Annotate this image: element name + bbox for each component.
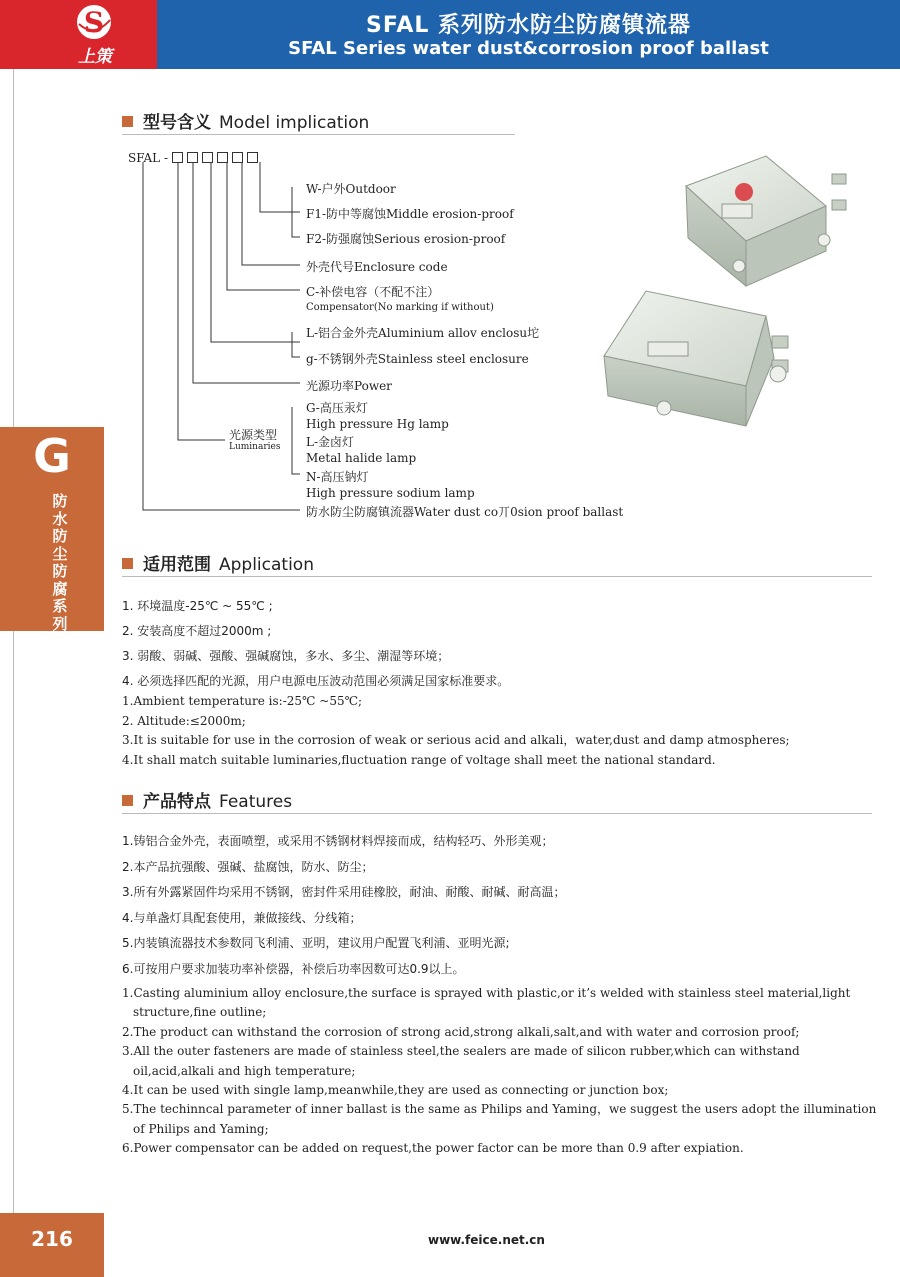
list-item: 4.It shall match suitable luminaries,fluctuation range of voltage shall meet the national standard. [122, 752, 716, 767]
model-line: g-不锈钢外壳Stainless steel enclosure [306, 352, 529, 366]
box-two-icon [604, 291, 788, 426]
list-item: 6.可按用户要求加装功率补偿器，补偿后功率因数可达0.9以上。 [122, 961, 465, 976]
model-line: F1-防中等腐蚀Middle erosion-proof [306, 207, 514, 221]
heading-square-icon [122, 558, 133, 569]
list-item: 1.铸铝合金外壳，表面喷塑，或采用不锈钢材料焊接而成，结构轻巧、外形美观； [122, 834, 554, 848]
model-line: L-金卤灯 [306, 435, 355, 449]
model-line: 光源功率Power [306, 379, 392, 393]
model-line: C-补偿电容（不配不注） [306, 285, 440, 299]
list-item: 3.All the outer fasteners are made of stainless steel,the sealers are made of silicon rubber,which can withstand oil,acid,alkali and high temperature; [122, 1044, 800, 1078]
luminaries-label-cn: 光源类型 [229, 428, 278, 442]
model-line: High pressure Hg lamp [306, 417, 449, 431]
list-item: 1.Casting aluminium alloy enclosure,the surface is sprayed with plastic,or it’s welded with stainless steel material,light structure,fine outline; [122, 986, 851, 1020]
logo-text: 上策 [78, 47, 112, 67]
list-item: 4.与单盏灯具配套使用，兼做接线、分线箱； [122, 910, 362, 925]
section-vertical-label: 防水防尘防腐系列 [52, 492, 68, 633]
ballast-enclosure-illustration [596, 146, 868, 432]
luminaries-label-en: Luminaries [229, 442, 281, 452]
list-item: 6.Power compensator can be added on request,the power factor can be more than 0.9 after expiation. [122, 1141, 744, 1156]
list-item: 3. 弱酸、弱碱、强酸、强碱腐蚀，多水、多尘、潮湿等环境； [122, 649, 450, 663]
model-code: SFAL - [128, 151, 262, 165]
application-heading: 适用范围 Application [122, 550, 314, 575]
list-item: 5.The techinncal parameter of inner ballast is the same as Philips and Yaming，we suggest the users adopt the illumination of Philips and Yaming; [122, 1102, 877, 1136]
list-item: 3.所有外露紧固件均采用不锈钢，密封件采用硅橡胶，耐油、耐酸、耐碱、耐高温； [122, 885, 566, 900]
model-line: 外壳代号Enclosure code [306, 260, 448, 274]
svg-text:S: S [83, 6, 105, 39]
list-item: 1.Ambient temperature is:-25℃ ~55℃; [122, 694, 363, 708]
features-heading-rule [122, 813, 872, 814]
page-number: 216 [0, 1213, 104, 1277]
model-line: N-高压钠灯 [306, 470, 369, 484]
list-item: 2. 安装高度不超过2000m ; [122, 624, 272, 638]
list-item: 2. Altitude:≤2000m; [122, 713, 246, 728]
heading-square-icon [122, 795, 133, 806]
model-line: High pressure sodium lamp [306, 486, 475, 500]
features-list-en [122, 984, 877, 1159]
section-letter-tab: G [0, 427, 104, 485]
model-line: W-户外Outdoor [306, 182, 396, 196]
list-item: 4.It can be used with single lamp,meanwhile,they are used as connecting or junction box; [122, 1083, 669, 1098]
model-heading: 型号含义 Model implication [122, 108, 369, 133]
application-list-cn [122, 594, 877, 694]
list-item: 2.本产品抗强酸、强碱、盐腐蚀，防水、防尘； [122, 859, 374, 874]
model-line: Metal halide lamp [306, 451, 417, 465]
list-item: 4. 必须选择匹配的光源，用户电源电压波动范围必须满足国家标准要求。 [122, 674, 510, 688]
features-heading: 产品特点 Features [122, 787, 292, 812]
model-line: F2-防强腐蚀Serious erosion-proof [306, 232, 506, 246]
application-list-en [122, 692, 877, 770]
model-line: L-铝合金外壳Aluminium allov enclosu坨 [306, 326, 540, 340]
application-heading-rule [122, 576, 872, 577]
box-one-icon [686, 156, 846, 286]
model-line: Compensator(No marking if without) [306, 302, 494, 313]
model-line: 防水防尘防腐镇流器Water dust co丌0sion proof ballast [306, 505, 624, 519]
website-url[interactable]: www.feice.net.cn [428, 1233, 545, 1247]
list-item: 5.内装镇流器技术参数同飞利浦、亚明，建议用户配置飞利浦、亚明光源; [122, 936, 510, 951]
features-list-cn [122, 829, 877, 983]
title-chinese: SFAL 系列防水防尘防腐镇流器 [365, 13, 692, 38]
list-item: 3.It is suitable for use in the corrosion of weak or serious acid and alkali，water,dust and damp atmospheres; [122, 733, 790, 747]
model-line: G-高压汞灯 [306, 401, 368, 415]
list-item: 2.The product can withstand the corrosion of strong acid,strong alkali,salt,and with water and corrosion proof; [122, 1024, 800, 1039]
title-english: SFAL Series water dust&corrosion proof ballast [288, 38, 769, 59]
list-item: 1. 环境温度-25℃ ~ 55℃ ; [122, 599, 273, 613]
